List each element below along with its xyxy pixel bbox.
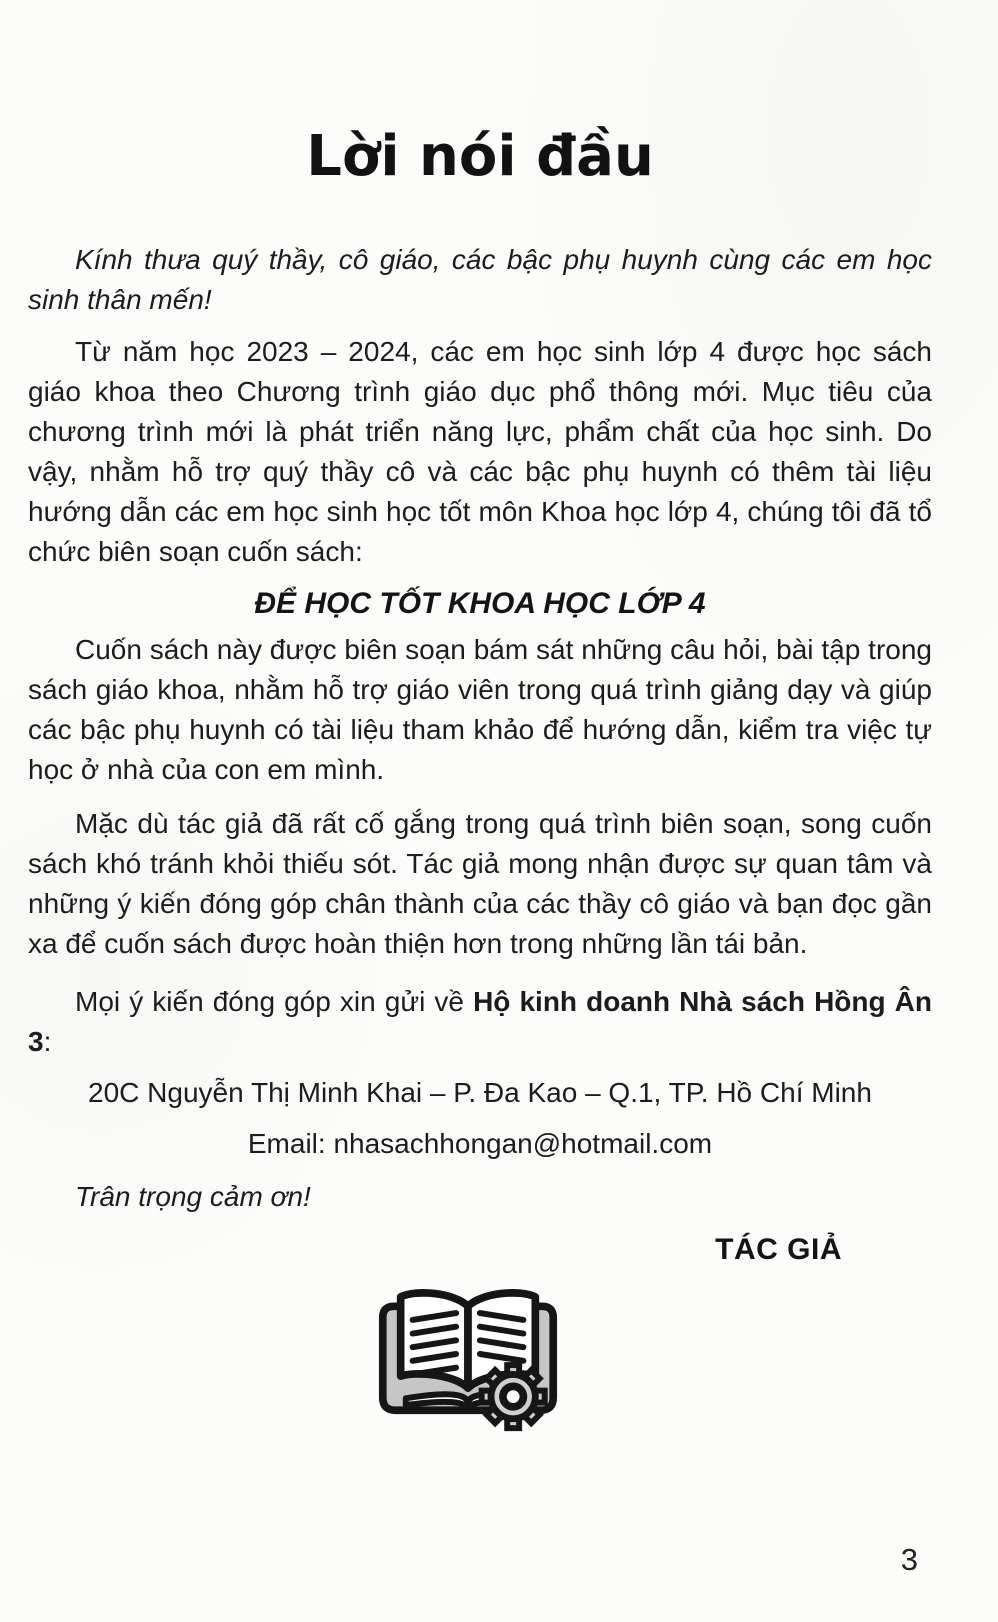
gear-icon: [482, 1365, 545, 1428]
author-signature: TÁC GIẢ: [715, 1233, 842, 1266]
open-book-gear-icon: [16, 1275, 920, 1433]
book-title: ĐỂ HỌC TỐT KHOA HỌC LỚP 4: [254, 587, 706, 620]
greeting-paragraph: Kính thưa quý thầy, cô giáo, các bậc phụ huynh cùng các em học sinh thân mến!: [28, 244, 932, 315]
purpose-paragraph: Cuốn sách này được biên soạn bám sát những câu hỏi, bài tập trong sách giáo khoa, nhằm hỗ trợ giáo viên trong quá trình giảng dạy và giúp các bậc phụ huynh có tài liệu tham khảo để hướng dẫn, kiểm tra việc tự học ở nhà của con em mình.: [28, 634, 932, 785]
thanks-line: Trân trọng cảm ơn!: [75, 1181, 311, 1212]
publisher-address: 20C Nguyễn Thị Minh Khai – P. Đa Kao – Q.1, TP. Hồ Chí Minh: [88, 1077, 872, 1108]
book-page: [0, 122, 998, 1622]
page-title: Lời nói đầu: [306, 124, 654, 189]
apology-paragraph: Mặc dù tác giả đã rất cố gắng trong quá trình biên soạn, song cuốn sách khó tránh khỏi thiếu sót. Tác giả mong nhận được sự quan tâm và những ý kiến đóng góp chân thành của các thầy cô giáo và bạn đọc gần xa để cuốn sách được hoàn thiện hơn trong những lần tái bản.: [28, 808, 932, 959]
page-number: 3: [900, 1542, 918, 1577]
open-book-icon: [370, 1275, 566, 1433]
publisher-email: Email: nhasachhongan@hotmail.com: [247, 1128, 713, 1159]
publisher-name: Hộ kinh doanh Nhà sách Hồng Ân 3: [28, 986, 933, 1057]
feedback-suffix: :: [43, 1026, 52, 1057]
intro-paragraph: Từ năm học 2023 – 2024, các em học sinh lớp 4 được học sách giáo khoa theo Chương trình giáo dục phổ thông mới. Mục tiêu của chương trình mới là phát triển năng lực, phẩm chất của học sinh. Do vậy, nhằm hỗ trợ quý thầy cô và các bậc phụ huynh có thêm tài liệu hướng dẫn các em học sinh học tốt môn Khoa học lớp 4, chúng tôi đã tổ chức biên soạn cuốn sách:: [28, 336, 932, 567]
feedback-prefix: Mọi ý kiến đóng góp xin gửi về: [75, 986, 474, 1017]
feedback-line: [28, 982, 932, 1062]
